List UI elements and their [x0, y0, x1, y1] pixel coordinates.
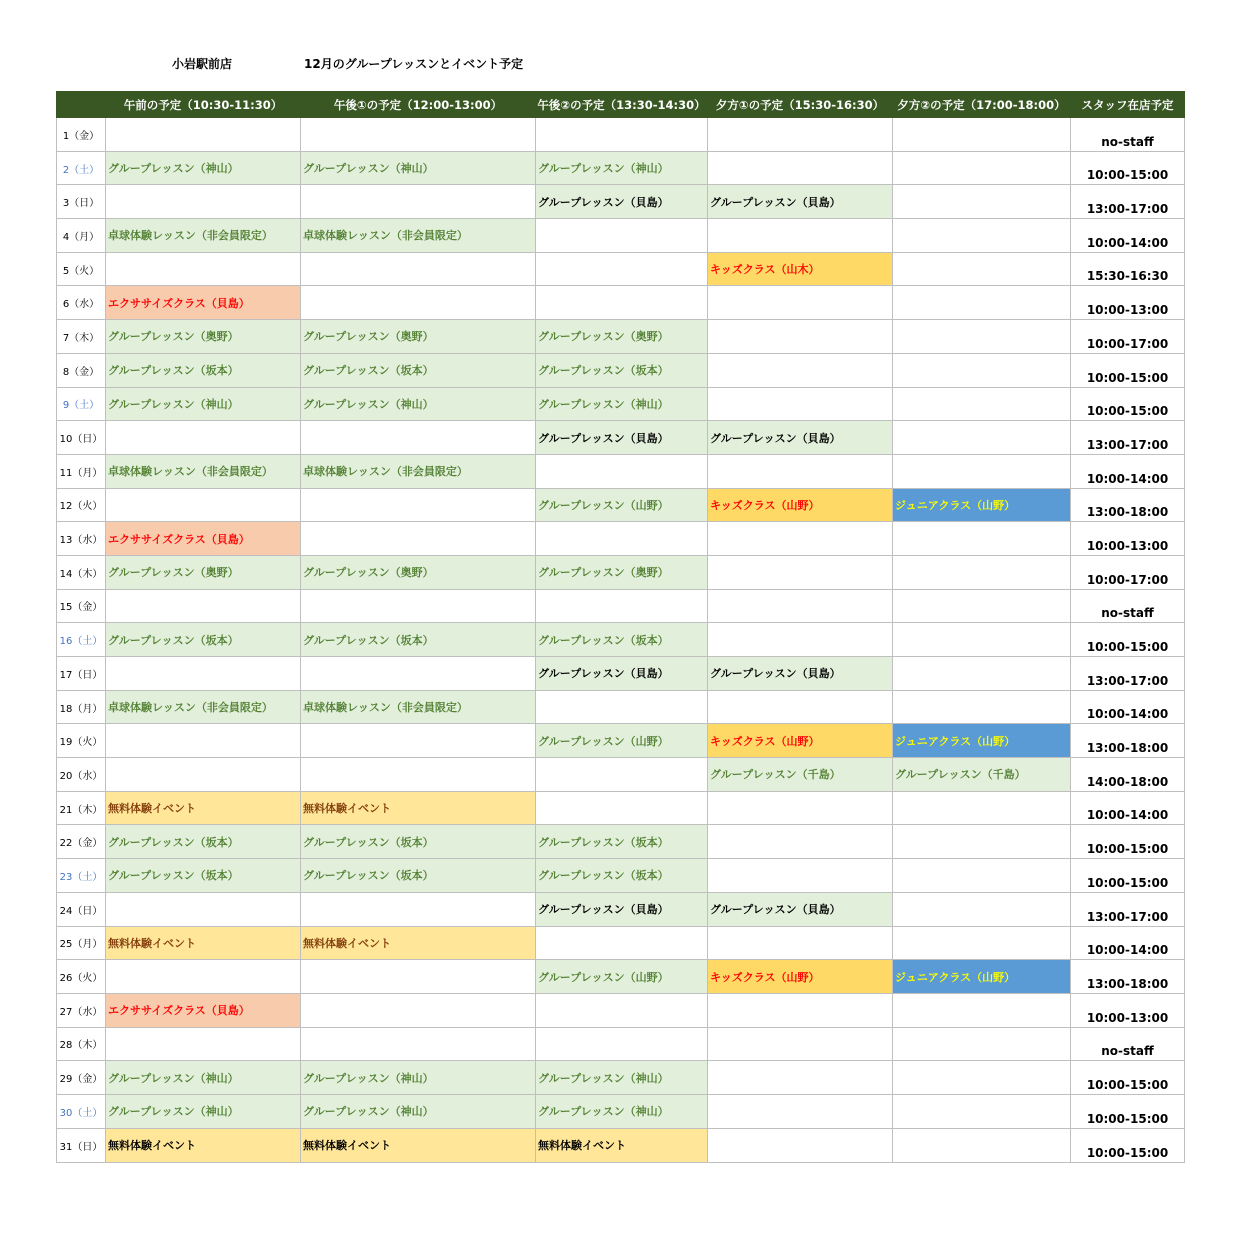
column-header-date	[57, 92, 106, 118]
staff-cell: 10:00-13:00	[1071, 286, 1185, 320]
staff-cell: 10:00-15:00	[1071, 1128, 1185, 1162]
column-header-afternoon-2: 午後②の予定（13:30-14:30）	[536, 92, 708, 118]
schedule-table	[56, 91, 1185, 1163]
slot-cell-evening-1	[708, 589, 893, 623]
slot-cell-evening-2: グループレッスン（千島）	[893, 758, 1071, 792]
slot-cell-evening-2: ジュニアクラス（山野）	[893, 960, 1071, 994]
date-cell: 25（月）	[57, 926, 106, 960]
slot-cell-afternoon-2	[536, 118, 708, 152]
table-header	[57, 92, 1185, 118]
slot-cell-afternoon-1: 無料体験イベント	[301, 926, 536, 960]
slot-cell-afternoon-1	[301, 589, 536, 623]
slot-cell-afternoon-2: グループレッスン（神山）	[536, 387, 708, 421]
slot-cell-evening-1	[708, 1094, 893, 1128]
table-row	[57, 219, 1185, 253]
date-cell: 12（火）	[57, 488, 106, 522]
slot-cell-morning: グループレッスン（神山）	[106, 1094, 301, 1128]
table-row	[57, 1094, 1185, 1128]
slot-cell-afternoon-1	[301, 758, 536, 792]
staff-cell: 10:00-14:00	[1071, 690, 1185, 724]
slot-cell-morning	[106, 657, 301, 691]
table-row	[57, 791, 1185, 825]
staff-cell: 10:00-15:00	[1071, 1094, 1185, 1128]
slot-cell-evening-1	[708, 454, 893, 488]
slot-cell-afternoon-2	[536, 286, 708, 320]
slot-cell-afternoon-1	[301, 1027, 536, 1061]
column-header-evening-1: 夕方①の予定（15:30-16:30）	[708, 92, 893, 118]
staff-cell: 10:00-13:00	[1071, 522, 1185, 556]
staff-cell: 10:00-15:00	[1071, 387, 1185, 421]
slot-cell-morning: 卓球体験レッスン（非会員限定）	[106, 690, 301, 724]
date-cell: 21（木）	[57, 791, 106, 825]
date-cell: 11（月）	[57, 454, 106, 488]
table-row	[57, 185, 1185, 219]
slot-cell-afternoon-1	[301, 993, 536, 1027]
date-cell: 8（金）	[57, 353, 106, 387]
staff-cell: 10:00-13:00	[1071, 993, 1185, 1027]
slot-cell-evening-2	[893, 1027, 1071, 1061]
date-cell: 20（水）	[57, 758, 106, 792]
staff-cell: 14:00-18:00	[1071, 758, 1185, 792]
slot-cell-evening-1	[708, 151, 893, 185]
slot-cell-afternoon-1: グループレッスン（神山）	[301, 1061, 536, 1095]
slot-cell-morning: 無料体験イベント	[106, 926, 301, 960]
table-row	[57, 454, 1185, 488]
date-cell: 7（木）	[57, 320, 106, 354]
staff-cell: no-staff	[1071, 1027, 1185, 1061]
slot-cell-evening-1	[708, 387, 893, 421]
slot-cell-afternoon-1: グループレッスン（奥野）	[301, 320, 536, 354]
slot-cell-afternoon-1: 無料体験イベント	[301, 791, 536, 825]
date-cell: 6（水）	[57, 286, 106, 320]
slot-cell-afternoon-2	[536, 791, 708, 825]
slot-cell-evening-1: グループレッスン（貝島）	[708, 185, 893, 219]
slot-cell-morning: グループレッスン（坂本）	[106, 353, 301, 387]
slot-cell-evening-1	[708, 859, 893, 893]
date-cell: 15（金）	[57, 589, 106, 623]
staff-cell: 10:00-14:00	[1071, 219, 1185, 253]
slot-cell-evening-1: グループレッスン（貝島）	[708, 657, 893, 691]
slot-cell-afternoon-2	[536, 589, 708, 623]
slot-cell-evening-1: グループレッスン（貝島）	[708, 892, 893, 926]
slot-cell-afternoon-2: グループレッスン（神山）	[536, 151, 708, 185]
slot-cell-evening-1	[708, 522, 893, 556]
slot-cell-morning: 無料体験イベント	[106, 791, 301, 825]
slot-cell-afternoon-1: 無料体験イベント	[301, 1128, 536, 1162]
slot-cell-afternoon-2	[536, 993, 708, 1027]
table-row	[57, 589, 1185, 623]
staff-cell: 10:00-15:00	[1071, 1061, 1185, 1095]
slot-cell-evening-2	[893, 118, 1071, 152]
date-cell: 29（金）	[57, 1061, 106, 1095]
slot-cell-afternoon-2: グループレッスン（坂本）	[536, 623, 708, 657]
date-cell: 22（金）	[57, 825, 106, 859]
slot-cell-afternoon-2	[536, 926, 708, 960]
table-row	[57, 320, 1185, 354]
slot-cell-afternoon-1	[301, 252, 536, 286]
slot-cell-afternoon-1: 卓球体験レッスン（非会員限定）	[301, 454, 536, 488]
table-row	[57, 993, 1185, 1027]
staff-cell: 13:00-17:00	[1071, 185, 1185, 219]
slot-cell-afternoon-2: グループレッスン（坂本）	[536, 825, 708, 859]
slot-cell-evening-2	[893, 657, 1071, 691]
table-row	[57, 657, 1185, 691]
column-header-evening-2: 夕方②の予定（17:00-18:00）	[893, 92, 1071, 118]
slot-cell-morning	[106, 185, 301, 219]
table-row	[57, 724, 1185, 758]
slot-cell-afternoon-1	[301, 960, 536, 994]
slot-cell-afternoon-2: グループレッスン（坂本）	[536, 353, 708, 387]
slot-cell-afternoon-2	[536, 219, 708, 253]
date-cell: 4（月）	[57, 219, 106, 253]
date-cell: 2（土）	[57, 151, 106, 185]
slot-cell-morning	[106, 1027, 301, 1061]
table-row	[57, 1027, 1185, 1061]
slot-cell-afternoon-2	[536, 454, 708, 488]
slot-cell-afternoon-1	[301, 421, 536, 455]
staff-cell: 15:30-16:30	[1071, 252, 1185, 286]
slot-cell-afternoon-2	[536, 758, 708, 792]
table-row	[57, 892, 1185, 926]
date-cell: 27（水）	[57, 993, 106, 1027]
staff-cell: 10:00-15:00	[1071, 151, 1185, 185]
table-row	[57, 960, 1185, 994]
slot-cell-morning	[106, 724, 301, 758]
table-row	[57, 151, 1185, 185]
slot-cell-afternoon-1: グループレッスン（坂本）	[301, 859, 536, 893]
slot-cell-evening-1: グループレッスン（千島）	[708, 758, 893, 792]
table-row	[57, 286, 1185, 320]
table-row	[57, 387, 1185, 421]
slot-cell-evening-2	[893, 1128, 1071, 1162]
slot-cell-afternoon-1: グループレッスン（神山）	[301, 387, 536, 421]
staff-cell: 13:00-17:00	[1071, 421, 1185, 455]
table-row	[57, 555, 1185, 589]
slot-cell-afternoon-1: グループレッスン（坂本）	[301, 825, 536, 859]
slot-cell-evening-1: キッズクラス（山木）	[708, 252, 893, 286]
slot-cell-afternoon-1: グループレッスン（坂本）	[301, 353, 536, 387]
slot-cell-afternoon-1: グループレッスン（坂本）	[301, 623, 536, 657]
date-cell: 30（土）	[57, 1094, 106, 1128]
slot-cell-evening-2	[893, 1061, 1071, 1095]
slot-cell-evening-2	[893, 1094, 1071, 1128]
table-row	[57, 252, 1185, 286]
slot-cell-evening-1	[708, 993, 893, 1027]
slot-cell-afternoon-1	[301, 488, 536, 522]
slot-cell-morning: グループレッスン（神山）	[106, 387, 301, 421]
table-row	[57, 1128, 1185, 1162]
table-row	[57, 488, 1185, 522]
slot-cell-afternoon-2: グループレッスン（貝島）	[536, 421, 708, 455]
table-row	[57, 522, 1185, 556]
slot-cell-evening-1	[708, 118, 893, 152]
slot-cell-morning: エクササイズクラス（貝島）	[106, 286, 301, 320]
date-cell: 28（木）	[57, 1027, 106, 1061]
slot-cell-evening-2: ジュニアクラス（山野）	[893, 488, 1071, 522]
slot-cell-afternoon-1	[301, 286, 536, 320]
staff-cell: 13:00-18:00	[1071, 960, 1185, 994]
page-title: 12月のグループレッスンとイベント予定	[304, 57, 524, 71]
slot-cell-evening-1	[708, 623, 893, 657]
slot-cell-afternoon-1: グループレッスン（神山）	[301, 1094, 536, 1128]
slot-cell-morning: グループレッスン（坂本）	[106, 859, 301, 893]
slot-cell-evening-2	[893, 252, 1071, 286]
slot-cell-evening-2	[893, 320, 1071, 354]
slot-cell-morning: 無料体験イベント	[106, 1128, 301, 1162]
slot-cell-evening-1	[708, 926, 893, 960]
slot-cell-evening-1	[708, 219, 893, 253]
staff-cell: 10:00-17:00	[1071, 320, 1185, 354]
slot-cell-evening-1: キッズクラス（山野）	[708, 960, 893, 994]
slot-cell-afternoon-2: グループレッスン（坂本）	[536, 859, 708, 893]
slot-cell-afternoon-2: グループレッスン（貝島）	[536, 657, 708, 691]
staff-cell: 10:00-15:00	[1071, 353, 1185, 387]
date-cell: 14（木）	[57, 555, 106, 589]
slot-cell-evening-2	[893, 690, 1071, 724]
slot-cell-evening-2	[893, 286, 1071, 320]
slot-cell-evening-2: ジュニアクラス（山野）	[893, 724, 1071, 758]
table-row	[57, 825, 1185, 859]
date-cell: 24（日）	[57, 892, 106, 926]
slot-cell-morning: グループレッスン（神山）	[106, 151, 301, 185]
slot-cell-evening-1	[708, 825, 893, 859]
staff-cell: 13:00-17:00	[1071, 892, 1185, 926]
slot-cell-evening-1	[708, 320, 893, 354]
slot-cell-evening-2	[893, 151, 1071, 185]
slot-cell-evening-2	[893, 555, 1071, 589]
slot-cell-evening-2	[893, 522, 1071, 556]
slot-cell-evening-2	[893, 185, 1071, 219]
slot-cell-evening-1	[708, 1128, 893, 1162]
slot-cell-morning: グループレッスン（奥野）	[106, 555, 301, 589]
date-cell: 3（日）	[57, 185, 106, 219]
date-cell: 5（火）	[57, 252, 106, 286]
slot-cell-morning	[106, 252, 301, 286]
table-row	[57, 926, 1185, 960]
slot-cell-morning	[106, 589, 301, 623]
date-cell: 31（日）	[57, 1128, 106, 1162]
slot-cell-morning: グループレッスン（坂本）	[106, 825, 301, 859]
slot-cell-morning: 卓球体験レッスン（非会員限定）	[106, 454, 301, 488]
slot-cell-evening-1	[708, 353, 893, 387]
slot-cell-evening-2	[893, 825, 1071, 859]
column-header-morning: 午前の予定（10:30-11:30）	[106, 92, 301, 118]
slot-cell-afternoon-2	[536, 690, 708, 724]
slot-cell-evening-2	[893, 353, 1071, 387]
staff-cell: 13:00-18:00	[1071, 488, 1185, 522]
column-header-afternoon-1: 午後①の予定（12:00-13:00）	[301, 92, 536, 118]
date-cell: 10（日）	[57, 421, 106, 455]
slot-cell-morning: グループレッスン（神山）	[106, 1061, 301, 1095]
slot-cell-afternoon-2	[536, 522, 708, 556]
staff-cell: 10:00-15:00	[1071, 825, 1185, 859]
slot-cell-afternoon-1	[301, 522, 536, 556]
slot-cell-evening-2	[893, 421, 1071, 455]
staff-cell: no-staff	[1071, 589, 1185, 623]
table-row	[57, 353, 1185, 387]
slot-cell-evening-2	[893, 791, 1071, 825]
slot-cell-afternoon-2: グループレッスン（奥野）	[536, 555, 708, 589]
staff-cell: 10:00-15:00	[1071, 859, 1185, 893]
slot-cell-morning: エクササイズクラス（貝島）	[106, 522, 301, 556]
staff-cell: 10:00-15:00	[1071, 623, 1185, 657]
table-row	[57, 690, 1185, 724]
table-row	[57, 421, 1185, 455]
table-body	[57, 118, 1185, 1163]
date-cell: 13（水）	[57, 522, 106, 556]
slot-cell-afternoon-1	[301, 657, 536, 691]
date-cell: 9（土）	[57, 387, 106, 421]
slot-cell-afternoon-1	[301, 892, 536, 926]
slot-cell-afternoon-2: グループレッスン（神山）	[536, 1094, 708, 1128]
date-cell: 16（土）	[57, 623, 106, 657]
slot-cell-afternoon-2	[536, 252, 708, 286]
table-row	[57, 118, 1185, 152]
slot-cell-morning	[106, 421, 301, 455]
slot-cell-evening-2	[893, 892, 1071, 926]
table-row	[57, 758, 1185, 792]
staff-cell: 10:00-14:00	[1071, 926, 1185, 960]
table-row	[57, 1061, 1185, 1095]
staff-cell: 13:00-17:00	[1071, 657, 1185, 691]
slot-cell-afternoon-2: グループレッスン（山野）	[536, 724, 708, 758]
slot-cell-evening-1: キッズクラス（山野）	[708, 724, 893, 758]
slot-cell-evening-1: グループレッスン（貝島）	[708, 421, 893, 455]
date-cell: 17（日）	[57, 657, 106, 691]
slot-cell-evening-1: キッズクラス（山野）	[708, 488, 893, 522]
date-cell: 1（金）	[57, 118, 106, 152]
staff-cell: 13:00-18:00	[1071, 724, 1185, 758]
staff-cell: 10:00-17:00	[1071, 555, 1185, 589]
slot-cell-afternoon-2: 無料体験イベント	[536, 1128, 708, 1162]
slot-cell-evening-2	[893, 993, 1071, 1027]
slot-cell-evening-2	[893, 219, 1071, 253]
slot-cell-afternoon-2: グループレッスン（神山）	[536, 1061, 708, 1095]
slot-cell-evening-1	[708, 1061, 893, 1095]
slot-cell-afternoon-1	[301, 118, 536, 152]
slot-cell-morning	[106, 118, 301, 152]
store-name: 小岩駅前店	[172, 57, 233, 71]
slot-cell-afternoon-1: 卓球体験レッスン（非会員限定）	[301, 690, 536, 724]
slot-cell-afternoon-1: 卓球体験レッスン（非会員限定）	[301, 219, 536, 253]
slot-cell-evening-2	[893, 926, 1071, 960]
date-cell: 26（火）	[57, 960, 106, 994]
slot-cell-morning	[106, 758, 301, 792]
date-cell: 19（火）	[57, 724, 106, 758]
slot-cell-evening-1	[708, 1027, 893, 1061]
slot-cell-morning	[106, 960, 301, 994]
slot-cell-afternoon-2: グループレッスン（山野）	[536, 960, 708, 994]
slot-cell-morning	[106, 488, 301, 522]
slot-cell-evening-1	[708, 286, 893, 320]
slot-cell-evening-1	[708, 791, 893, 825]
slot-cell-morning: グループレッスン（奥野）	[106, 320, 301, 354]
slot-cell-evening-2	[893, 623, 1071, 657]
slot-cell-morning: グループレッスン（坂本）	[106, 623, 301, 657]
slot-cell-afternoon-1	[301, 724, 536, 758]
slot-cell-afternoon-2: グループレッスン（奥野）	[536, 320, 708, 354]
slot-cell-afternoon-1	[301, 185, 536, 219]
slot-cell-afternoon-2: グループレッスン（山野）	[536, 488, 708, 522]
staff-cell: 10:00-14:00	[1071, 791, 1185, 825]
slot-cell-morning: エクササイズクラス（貝島）	[106, 993, 301, 1027]
slot-cell-morning: 卓球体験レッスン（非会員限定）	[106, 219, 301, 253]
slot-cell-afternoon-2: グループレッスン（貝島）	[536, 185, 708, 219]
date-cell: 23（土）	[57, 859, 106, 893]
table-row	[57, 859, 1185, 893]
column-header-staff: スタッフ在店予定	[1071, 92, 1185, 118]
slot-cell-evening-1	[708, 555, 893, 589]
slot-cell-afternoon-2: グループレッスン（貝島）	[536, 892, 708, 926]
slot-cell-morning	[106, 892, 301, 926]
date-cell: 18（月）	[57, 690, 106, 724]
slot-cell-evening-2	[893, 589, 1071, 623]
slot-cell-afternoon-2	[536, 1027, 708, 1061]
table-row	[57, 623, 1185, 657]
staff-cell: 10:00-14:00	[1071, 454, 1185, 488]
slot-cell-afternoon-1: グループレッスン（奥野）	[301, 555, 536, 589]
staff-cell: no-staff	[1071, 118, 1185, 152]
slot-cell-evening-2	[893, 387, 1071, 421]
slot-cell-evening-2	[893, 454, 1071, 488]
slot-cell-afternoon-1: グループレッスン（神山）	[301, 151, 536, 185]
slot-cell-evening-1	[708, 690, 893, 724]
slot-cell-evening-2	[893, 859, 1071, 893]
